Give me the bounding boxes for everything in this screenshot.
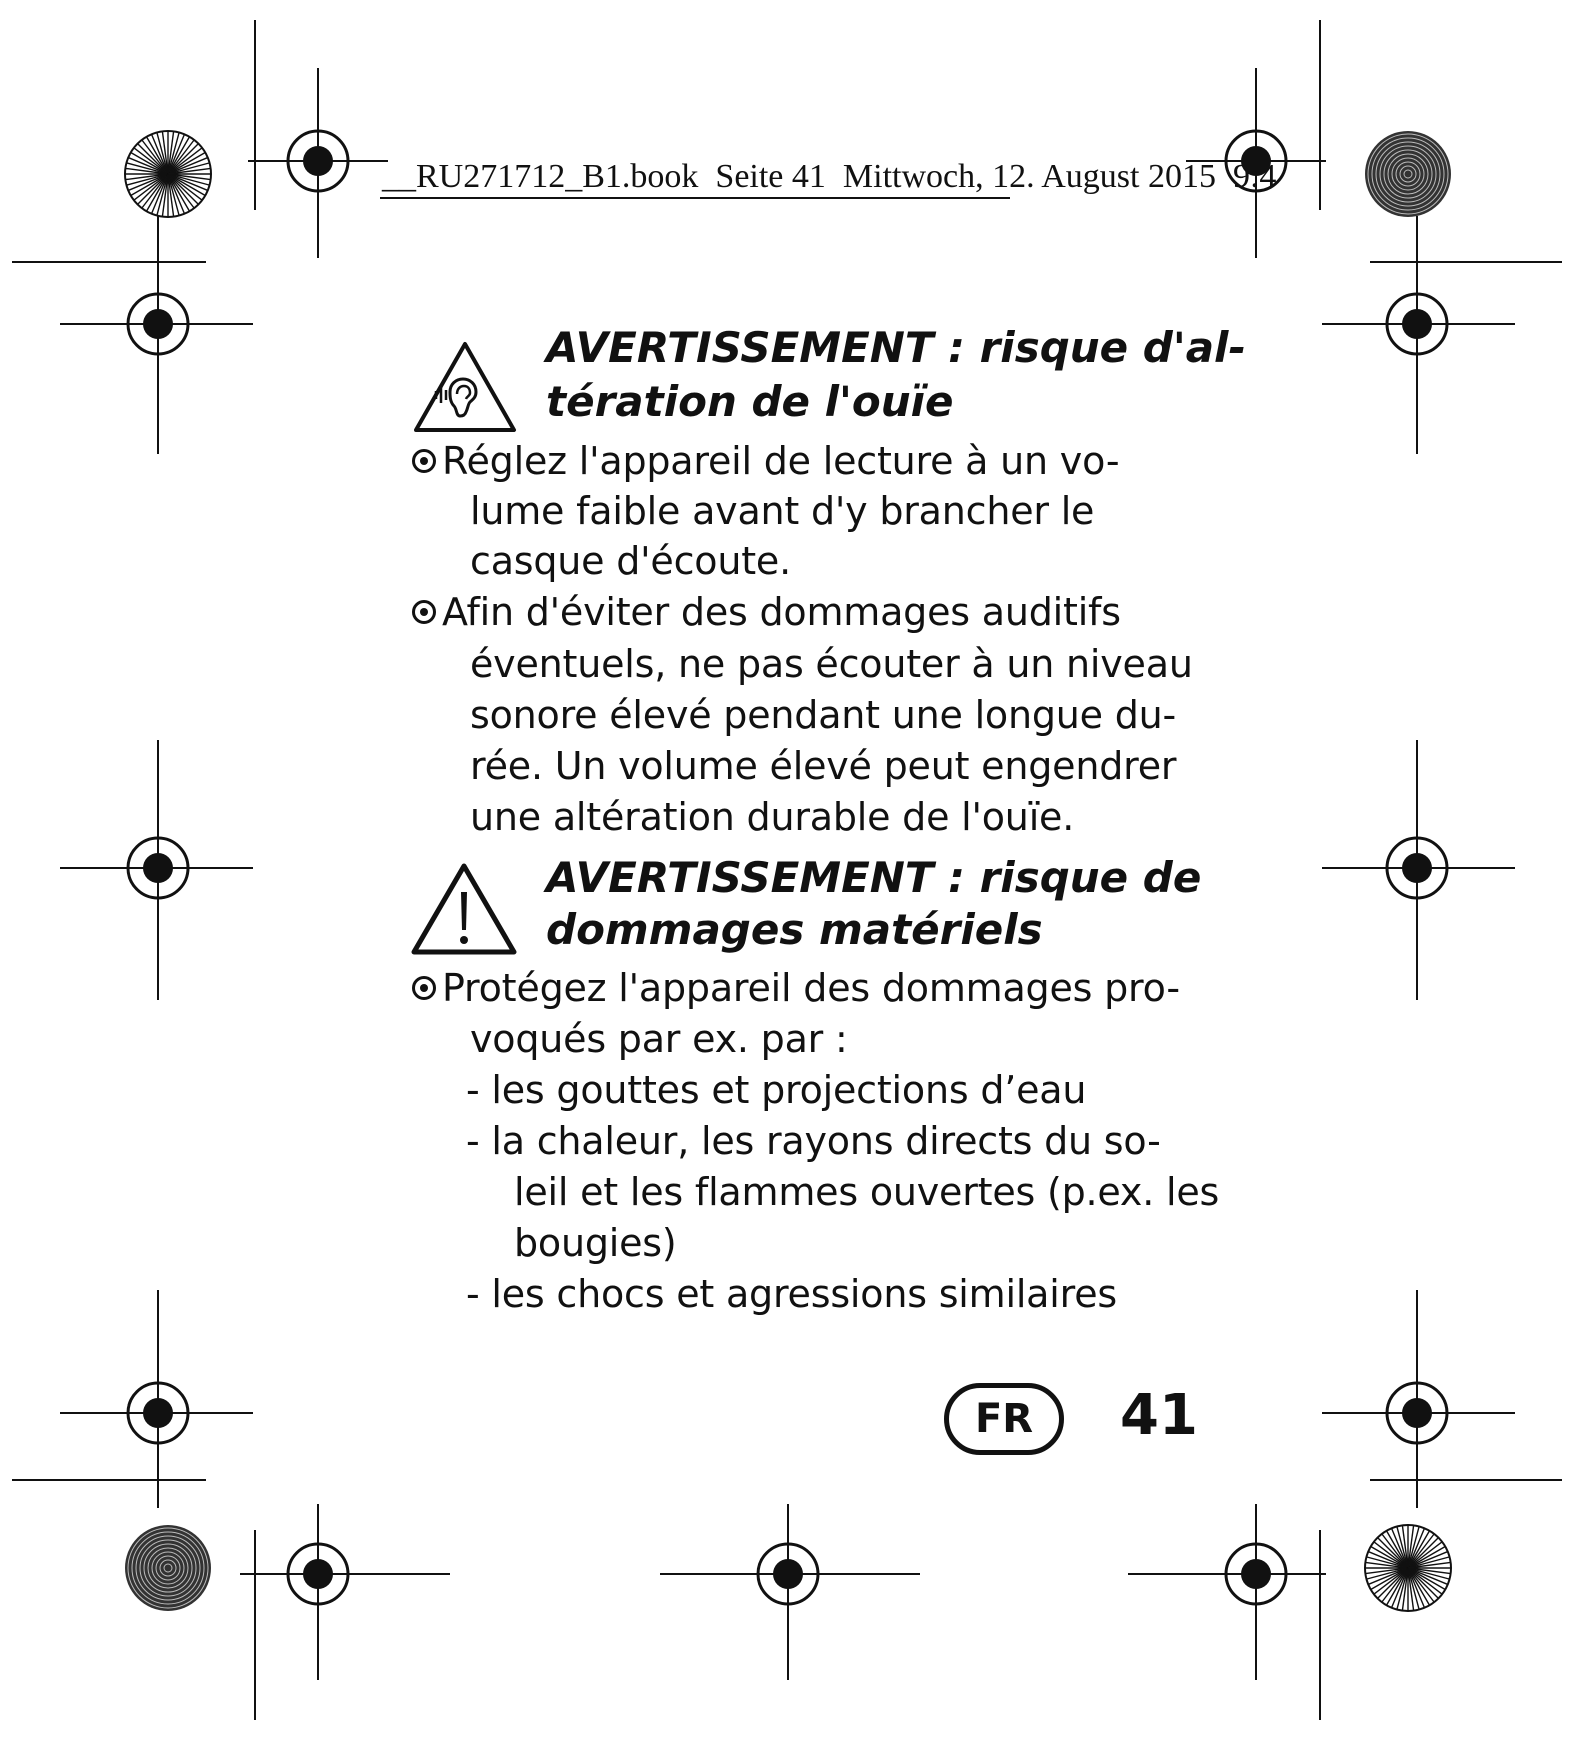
exclamation-warning-icon	[408, 860, 520, 960]
paragraph-line: voqués par ex. par :	[470, 1017, 848, 1061]
page-number: 41	[1120, 1383, 1198, 1448]
language-badge: FR	[944, 1383, 1064, 1455]
bullet-icon	[412, 600, 436, 624]
bullet-icon	[412, 449, 436, 473]
paragraph-line: Réglez l'appareil de lecture à un vo-	[442, 439, 1120, 483]
hearing-warning-icon	[410, 338, 520, 438]
paragraph-line: Afin d'éviter des dommages auditifs	[442, 590, 1121, 634]
paragraph-line: rée. Un volume élevé peut engendrer	[470, 744, 1177, 788]
paragraph-line: Protégez l'appareil des dommages pro-	[442, 966, 1180, 1010]
bullet-icon	[412, 976, 436, 1000]
paragraph-line: casque d'écoute.	[470, 539, 791, 583]
warning-title-line: tération de l'ouïe	[546, 377, 954, 426]
paragraph-line: sonore élevé pendant une longue du-	[470, 693, 1177, 737]
paragraph-line: lume faible avant d'y brancher le	[470, 489, 1095, 533]
paragraph-line: une altération durable de l'ouïe.	[470, 795, 1075, 839]
warning-title-line: AVERTISSEMENT : risque d'al-	[546, 323, 1246, 372]
paragraph-line: éventuels, ne pas écouter à un niveau	[470, 642, 1193, 686]
warning-title-line: AVERTISSEMENT : risque de	[546, 853, 1202, 902]
list-item: - les gouttes et projections d’eau	[466, 1068, 1087, 1112]
list-item: - les chocs et agressions similaires	[466, 1272, 1117, 1316]
list-item: bougies)	[514, 1221, 677, 1265]
warning-title-line: dommages matériels	[546, 905, 1043, 954]
list-item: - la chaleur, les rayons directs du so-	[466, 1119, 1161, 1163]
print-header: __RU271712_B1.book Seite 41 Mittwoch, 12. August 2015 9:4	[382, 158, 1277, 195]
list-item: leil et les flammes ouvertes (p.ex. les	[514, 1170, 1220, 1214]
